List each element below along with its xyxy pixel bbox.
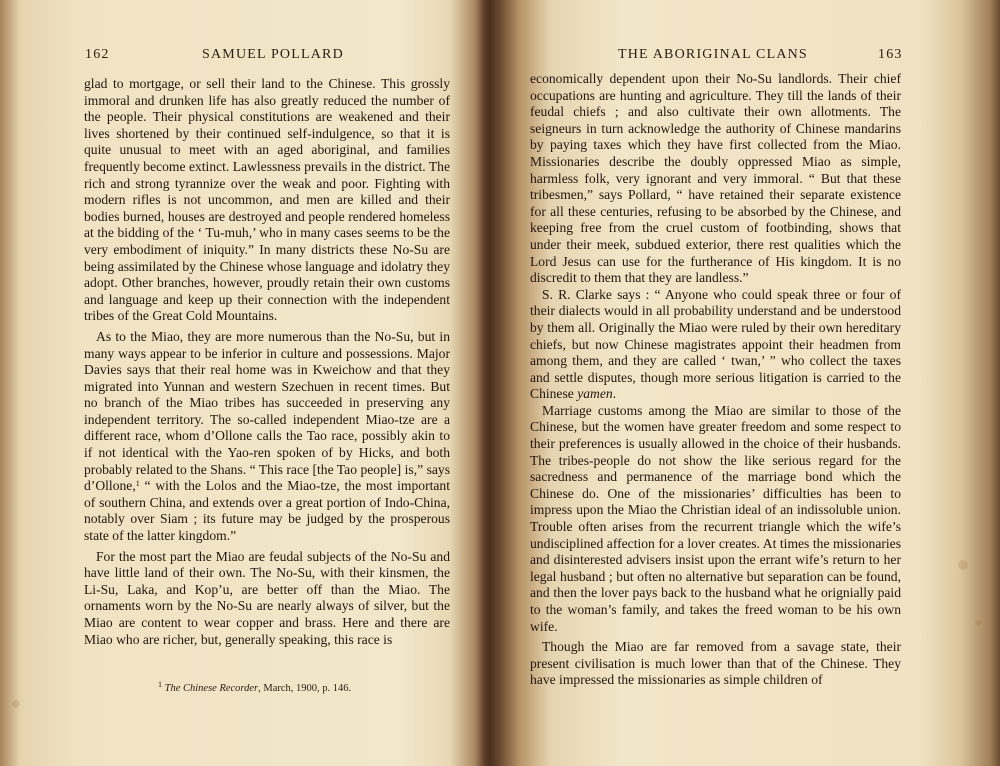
paragraph	[530, 287, 901, 403]
paragraph: Marriage customs among the Miao are similar to those of the Chinese, but the women have greater freedom and some respect to their preferences is usually allowed in the choice of their husbands. The tribes-people do not show the like serious regard for the sacredness and permanence of the marriage bond which the Chinese do. One of the missionaries’ difficulties has been to impress upon the Miao the Christian ideal of an indissoluble union. Trouble often arises from the recurrent triangle which the wife’s undisciplined affection for a lover creates. At times the missionaries and disinterested advisers insist upon the errant wife’s return to her legal husband ; but often no alternative but separation can be found, and then the lover pays back to the husband what he orignially paid to the woman’s family, and takes the freed woman to be his own wife.	[530, 402, 901, 634]
paragraph: For the most part the Miao are feudal subjects of the No-Su and have little land of their own. The No-Su, with their kinsmen, the Li-Su, Laka, and Kop’u, are better off than the Miao. The ornaments worn by the No-Su are nearly always of silver, but the Miao are content to wear copper and brass. Here and there are Miao who are richer, but, generally speaking, this race is	[84, 548, 450, 647]
footnote-detail: , March, 1900, p. 146.	[258, 683, 352, 694]
running-head: SAMUEL POLLARD	[202, 47, 344, 62]
page-number: 162	[85, 47, 110, 62]
body-text	[530, 71, 901, 689]
footnote-mark: 1	[158, 680, 162, 689]
footnote	[158, 680, 352, 694]
left-page	[0, 0, 490, 766]
paragraph-text: S. R. Clarke says : “ Anyone who could speak three or four of their dialects would in all probability understand and be understood by them all. Originally the Miao were ruled by their own hereditary chiefs, but now Chinese magistrates appoint their headmen from among them, and they are called ‘ twan,’ ” who collect the taxes and settle disputes, though more serious litigation is carried to the Chinese	[530, 286, 901, 402]
paragraph: Though the Miao are far removed from a savage state, their present civilisation is much lower than that of the Chinese. They have impressed the missionaries as simple children of	[530, 639, 901, 688]
paragraph: economically dependent upon their No-Su landlords. Their chief occupations are hunting and agriculture. They till the lands of their feudal chiefs ; and also cultivate their own allotments. The seigneurs in turn acknowledge the authority of Chinese mandarins by paying taxes which they have first collected from the Miao. Missionaries describe the doubly oppressed Miao as simple, harmless folk, very ignorant and very immoral. “ But that these tribesmen,” says Pollard, “ have retained their separate existence for all these centuries, refusing to be absorbed by the Chinese, and keeping free from the cruel custom of footbinding, shows that under their meek, subdued exterior, there rest qualities which the Lord Jesus can use for the furtherance of His kingdom. It is no discredit to them that they are landless.”	[530, 71, 901, 286]
paragraph-text: “ with the Lolos and the Miao-tze, the most important of southern China, and extends over a great portion of Indo-China, notably over Siam ; its future may be judged by the prosperous state of the latter kingdom.”	[84, 478, 450, 544]
page-number: 163	[878, 47, 903, 62]
italic-term: yamen	[577, 386, 613, 402]
footnote-source: The Chinese Recorder	[164, 683, 259, 694]
right-page	[500, 0, 1000, 766]
paragraph-end: .	[612, 386, 617, 402]
paragraph: glad to mortgage, or sell their land to the Chinese. This grossly immoral and drunken life has also greatly reduced the number of the people. Their physical constitutions are weakened and their lives shortened by their continued self-indulgence, so that it is quite unusual to meet with an aged aboriginal, and families frequently become extinct. Lawlessness prevails in the district. The rich and strong tyrannize over the weak and poor. Fighting with modern rifles is not uncommon, and men are killed and their bodies burned, houses are destroyed and people rendered homeless at the bidding of the ‘ Tu-muh,’ who in many cases seems to be the very embodiment of iniquity.” In many districts these No-Su are being assimilated by the Chinese whose language and idolatry they adopt. Other branches, however, proudly retain their own customs and language and keep up their connection with the independent tribes of the Great Cold Mountains.	[84, 76, 450, 324]
body-text	[84, 76, 450, 648]
paragraph	[84, 329, 450, 545]
paragraph-text: As to the Miao, they are more numerous than the No-Su, but in many ways appear to be inferior in culture and possessions. Major Davies says that their real home was in Kweichow and that they migrated into Yunnan and western Szechuen in recent times. But no branch of the Miao tribes has succeeded in preserving any independent territory. The so-called independent Miao-tze are a different race, whom d’Ollone calls the Tao race, possibly akin to if not identical with the Yao-ren spoken of by Hicks, and both probably related to the Shans. “ This race [the Tao people] is,” says d’Ollone,	[84, 328, 450, 494]
running-head: THE ABORIGINAL CLANS	[618, 47, 808, 62]
footnote-reference: 1	[135, 479, 140, 489]
